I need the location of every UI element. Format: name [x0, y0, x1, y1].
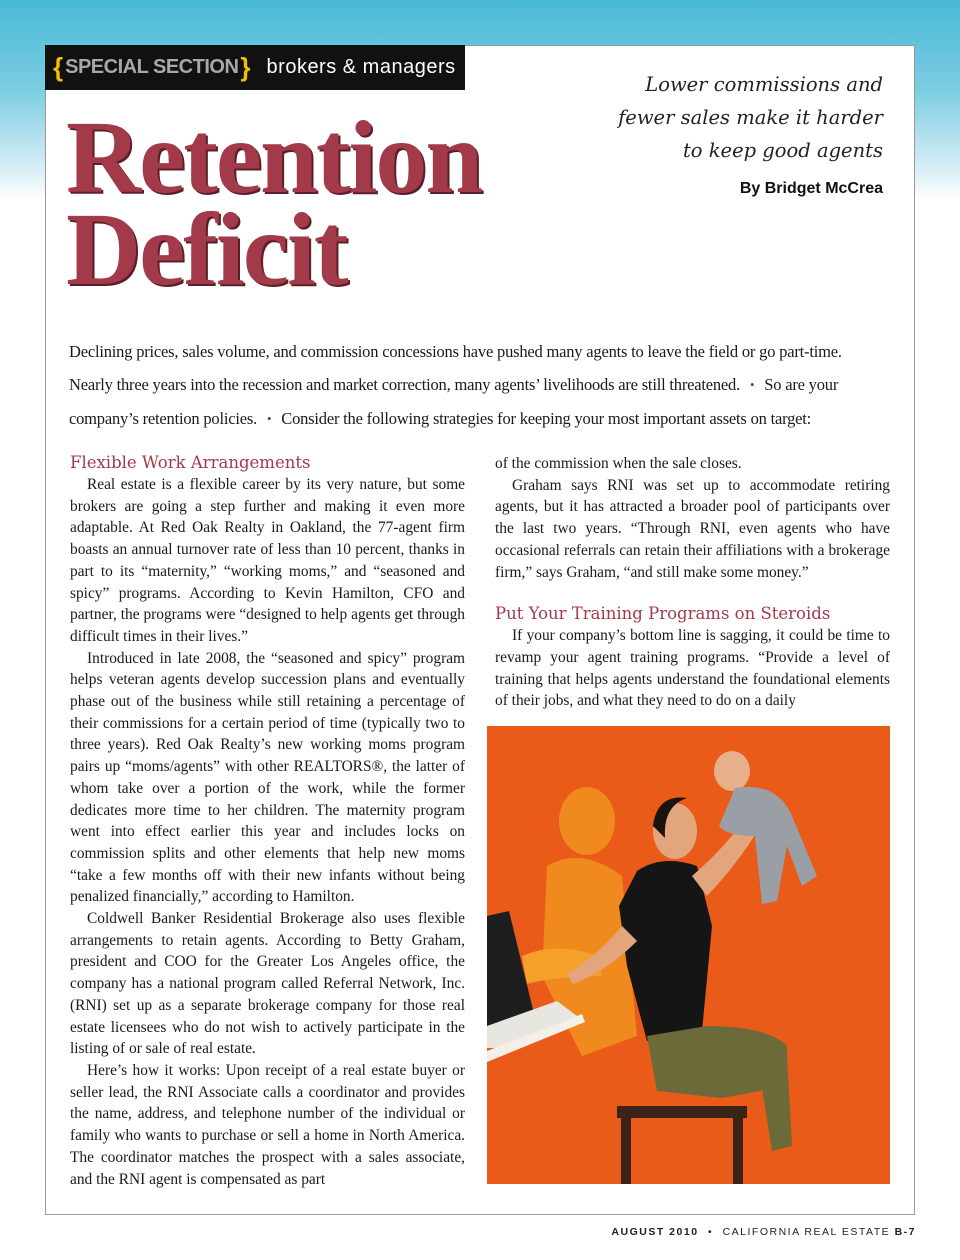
special-section-label: SPECIAL SECTION: [65, 56, 239, 78]
body-paragraph: Here’s how it works: Upon receipt of a real estate buyer or seller lead, the RNI Associate calls a coordinator and provides the name, address, and telephone number of the individual or family who wants to purchase or sell a home in North America. The coordinator matches the prospect with a sales associate, and the RNI agent is compensated as part: [70, 1061, 465, 1188]
intro-line-1: Declining prices, sales volume, and commission concessions have pushed many agents to leave the field or go part-time.: [69, 342, 842, 361]
headline-line-2: Deficit: [66, 192, 347, 307]
byline: By Bridget McCrea: [739, 180, 883, 197]
intro-line-2: [69, 368, 891, 402]
subsection-label: brokers & managers: [266, 56, 456, 78]
deck-line-3: to keep good agents: [682, 139, 883, 162]
body-paragraph: Real estate is a flexible career by its very nature, but some brokers are going a step further and making it even more adaptable. At Red Oak Realty in Oakland, the 77-agent firm boasts an annual turnover rate of less than 10 percent, thanks in part to its “maternity,” “working moms,” and “seasoned and spicy” programs. According to Kevin Hamilton, CFO and partner, the programs were “designed to help agents get through difficult times in their lives.”: [70, 476, 465, 645]
page-footer: [611, 1226, 916, 1238]
footer-page-number: B-7: [894, 1226, 916, 1238]
deck-line-2: fewer sales make it harder: [618, 106, 883, 129]
intro-line-3: [69, 402, 891, 436]
deck-line-1: Lower commissions and: [645, 73, 883, 96]
section-tag: [45, 45, 465, 90]
footer-publication: CALIFORNIA REAL ESTATE: [722, 1226, 891, 1238]
baby-head-shape: [714, 751, 750, 791]
stool-seat-shape: [617, 1106, 747, 1118]
article-deck: [543, 68, 883, 167]
headline-line-1: Retention: [66, 100, 482, 215]
intro-line-2-tail: So are your: [764, 375, 839, 394]
body-paragraph-continued: of the commission when the sale closes.: [495, 455, 742, 472]
shadow-head-shape: [559, 787, 615, 855]
woman-lifting-baby-at-laptop-illustration: [487, 726, 890, 1184]
stool-leg-shape: [621, 1118, 631, 1184]
bullet-icon: •: [749, 377, 755, 392]
article-headline: [66, 100, 482, 307]
open-brace: {: [53, 52, 64, 82]
footer-separator-icon: •: [707, 1226, 714, 1238]
body-paragraph: If your company’s bottom line is sagging, it could be time to revamp your agent training programs. “Provide a level of training that helps agents understand the foundational elements of their jobs, and what they need to do on a daily: [495, 627, 890, 710]
woman-leg-shape: [757, 1056, 792, 1151]
section-heading-training: Put Your Training Programs on Steroids: [495, 604, 831, 624]
section-heading-flexible-work: Flexible Work Arrangements: [70, 453, 311, 472]
close-brace: }: [240, 52, 251, 82]
illustration-svg: [487, 726, 890, 1184]
left-column: [70, 452, 465, 1190]
body-paragraph: Introduced in late 2008, the “seasoned and spicy” program helps veteran agents develop succession plans and eventually phase out of the business while still retaining a percentage of their commissions for a certain period of time (typically two to three years). Red Oak Realty’s new working moms program pairs up “moms/agents” with other REALTORS®, the latter of whom take over a portion of the work, while the former dedicates more time to her children. The maternity program went into effect earlier this year and includes locks on commission splits and other elements that help new moms “take a few months off with their new infants without being penalized financially,” according to Hamilton.: [70, 649, 465, 906]
bullet-icon: •: [266, 411, 272, 426]
intro-line-3-text: company’s retention policies.: [69, 409, 258, 428]
footer-date: AUGUST 2010: [611, 1226, 699, 1238]
intro-paragraph: [69, 335, 891, 436]
body-paragraph: Coldwell Banker Residential Brokerage also uses flexible arrangements to retain agents. According to Betty Graham, president and COO for the Greater Los Angeles office, the company has a national program called Referral Network, Inc. (RNI) set up as a separate brokerage company for those real estate licensees who do not wish to actively participate in the listing of or sale of real estate.: [70, 910, 465, 1058]
intro-line-3-tail: Consider the following strategies for keeping your most important assets on target:: [281, 409, 812, 428]
intro-line-2-text: Nearly three years into the recession and market correction, many agents’ livelihoods are still threatened.: [69, 375, 741, 394]
stool-leg-shape: [733, 1118, 743, 1184]
body-paragraph: Graham says RNI was set up to accommodate retiring agents, but it has attracted a broader pool of participants over the last two years. “Through RNI, even agents who have occasional referrals can retain their affiliations with a brokerage firm,” says Graham, “and still make some money.”: [495, 476, 890, 581]
right-column: [495, 453, 890, 712]
